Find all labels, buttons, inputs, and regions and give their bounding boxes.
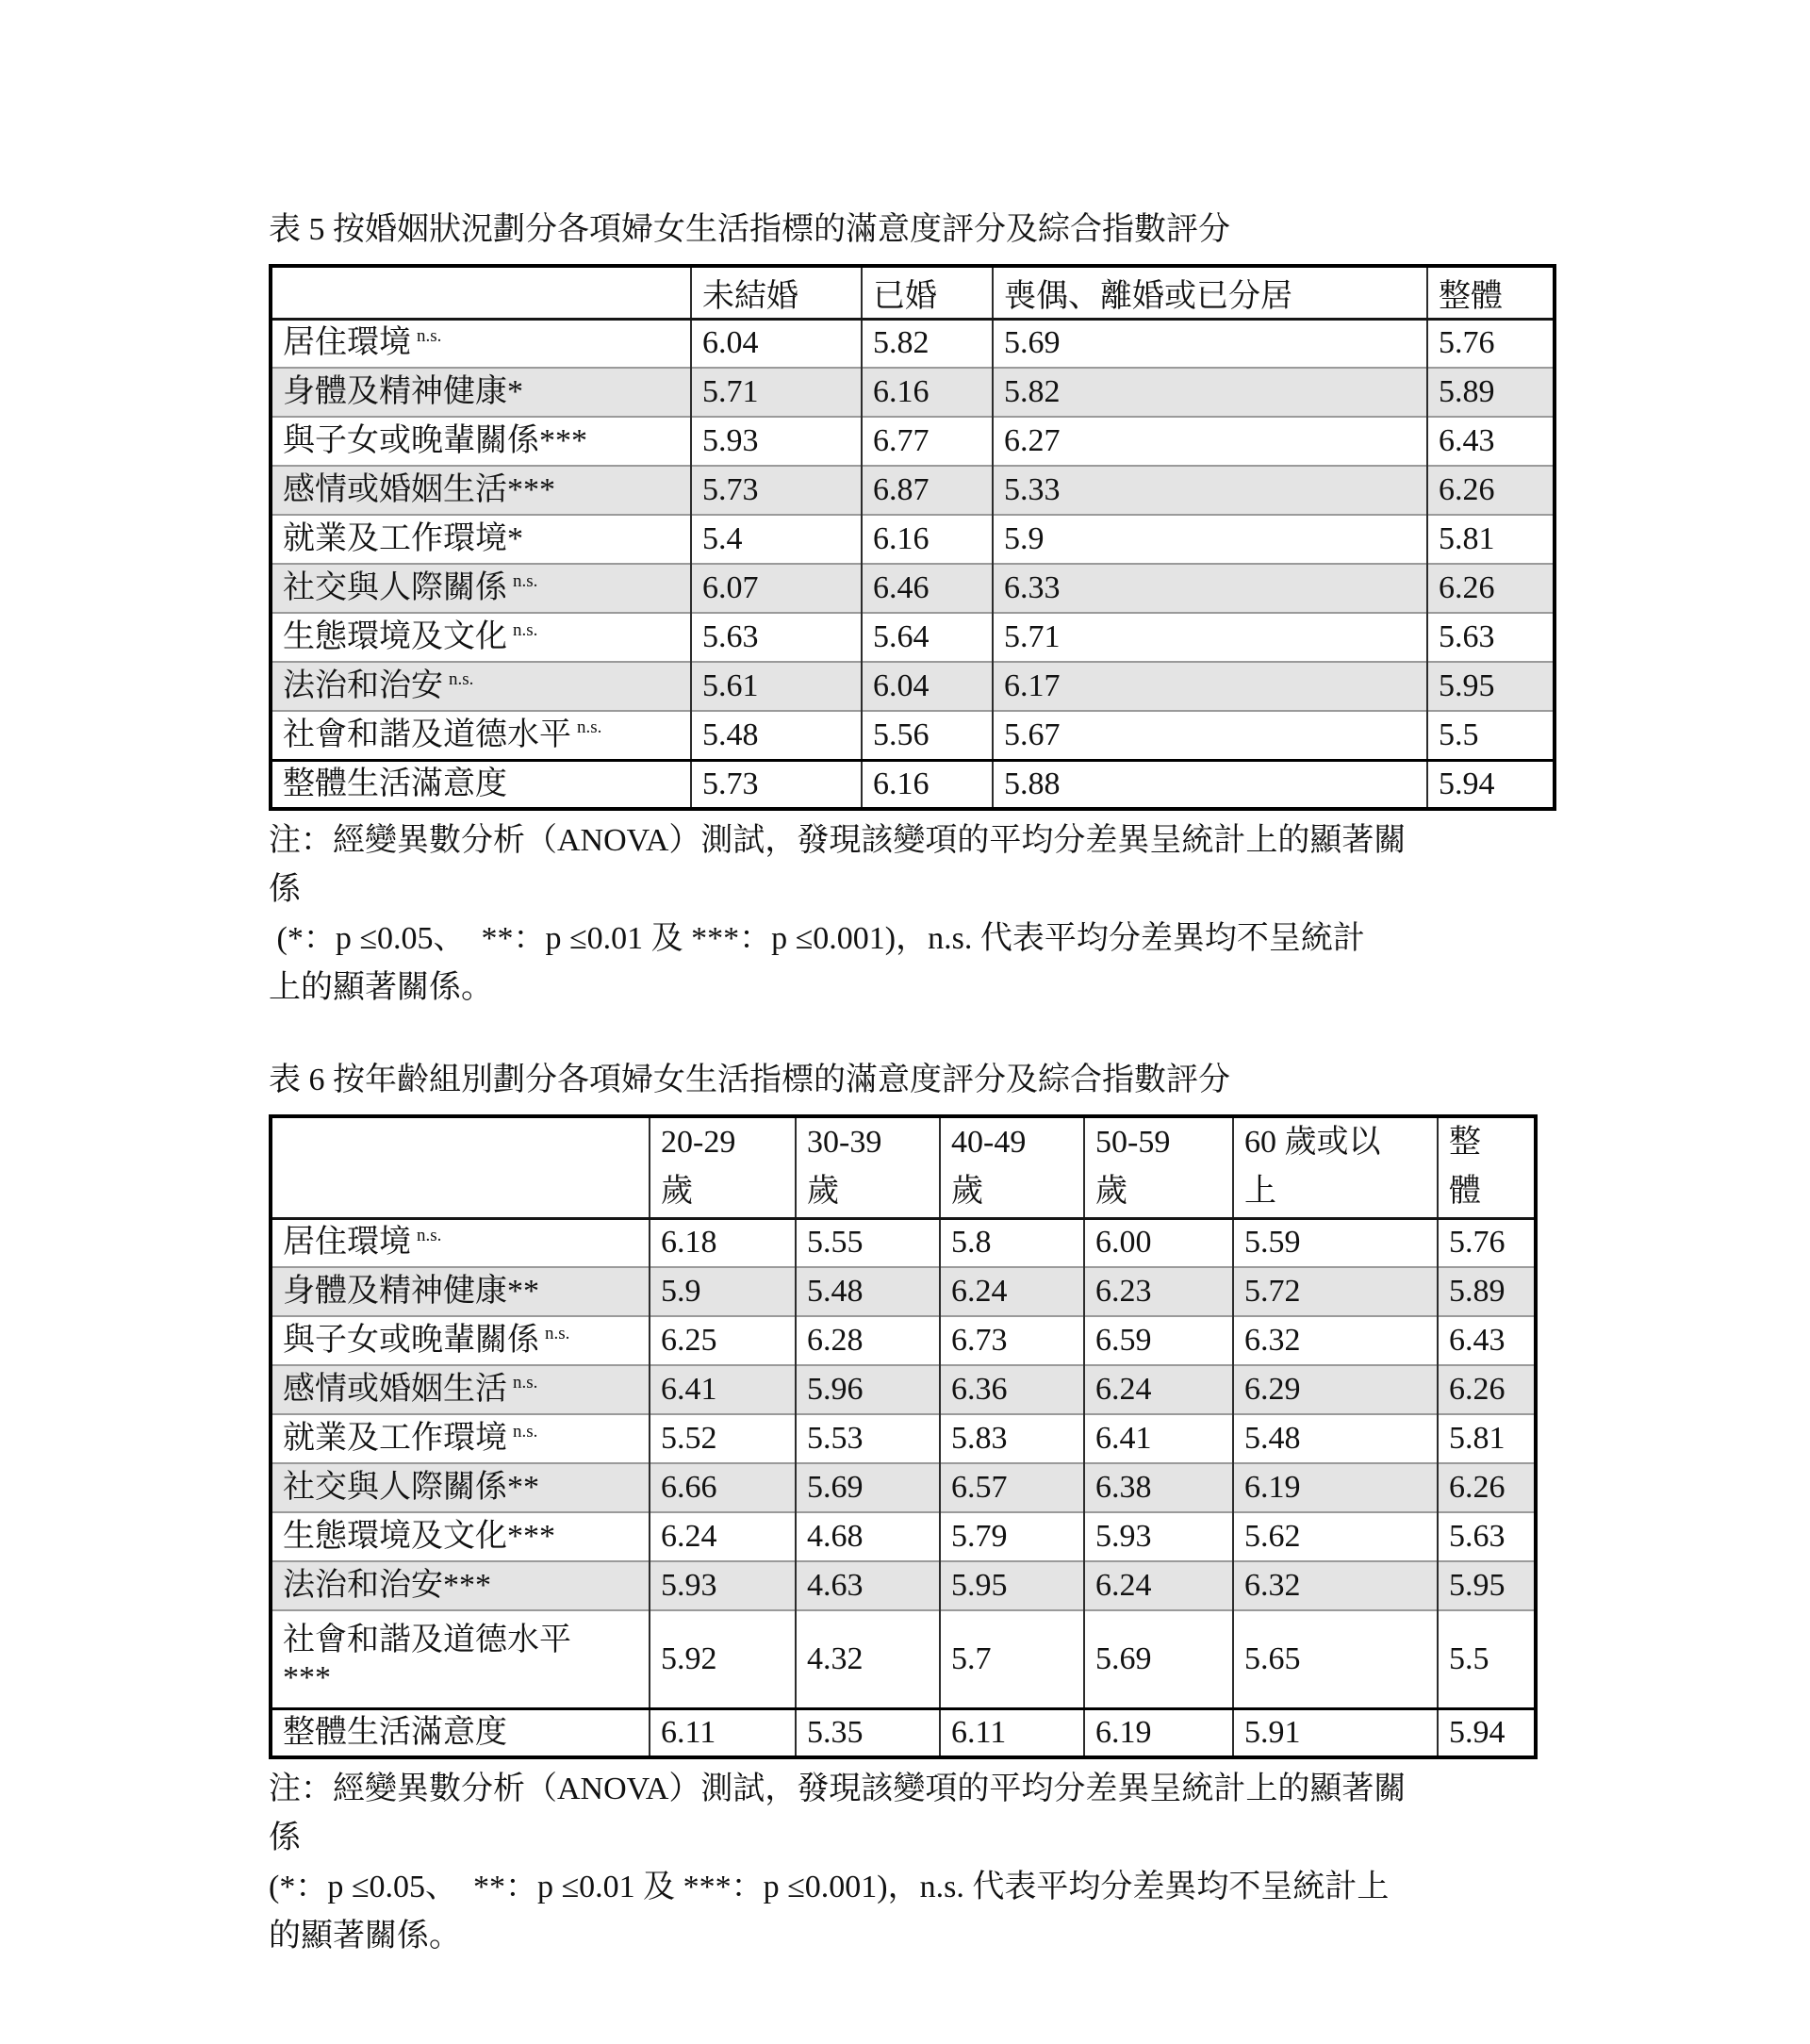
row-label: 社會和諧及道德水平 bbox=[283, 717, 571, 752]
row-label: 感情或婚姻生活*** bbox=[283, 471, 555, 507]
score-cell: 6.24 bbox=[1084, 1365, 1233, 1414]
score-cell: 5.95 bbox=[1438, 1561, 1536, 1610]
row-label-cell bbox=[271, 1218, 650, 1267]
table-row bbox=[271, 1610, 1536, 1708]
score-cell: 6.26 bbox=[1438, 1463, 1536, 1512]
score-cell: 5.64 bbox=[862, 613, 993, 662]
score-cell: 6.57 bbox=[940, 1463, 1084, 1512]
row-label-cell bbox=[271, 515, 691, 564]
score-cell: 5.91 bbox=[1233, 1708, 1438, 1757]
score-cell: 5.73 bbox=[691, 466, 862, 515]
row-label-cell bbox=[271, 466, 691, 515]
score-cell: 6.25 bbox=[650, 1316, 796, 1365]
note-line: 上的顯著關係。 bbox=[269, 970, 493, 1005]
score-cell: 6.26 bbox=[1427, 564, 1555, 613]
score-cell: 5.94 bbox=[1427, 760, 1555, 809]
score-cell: 4.32 bbox=[796, 1610, 940, 1708]
row-label-cell bbox=[271, 1414, 650, 1463]
row-label: 社交與人際關係 bbox=[283, 569, 507, 605]
table-row bbox=[271, 515, 1555, 564]
score-cell: 6.32 bbox=[1233, 1561, 1438, 1610]
row-label: 整體生活滿意度 bbox=[283, 766, 507, 801]
note-line: 注：經變異數分析（ANOVA）測試，發現該變項的平均分差異呈統計上的顯著關 bbox=[269, 823, 1407, 858]
score-cell: 6.59 bbox=[1084, 1316, 1233, 1365]
row-label-cell bbox=[271, 1708, 650, 1757]
table6-header-row bbox=[271, 1116, 1536, 1218]
table-row bbox=[271, 711, 1555, 760]
note-line: 的顯著關係。 bbox=[269, 1919, 461, 1953]
row-label: 感情或婚姻生活 bbox=[283, 1371, 507, 1407]
note-line: 係 bbox=[269, 1821, 301, 1855]
score-cell: 6.77 bbox=[862, 417, 993, 466]
row-label: 法治和治安 bbox=[283, 668, 443, 703]
row-label: 與子女或晚輩關係 bbox=[283, 1322, 539, 1358]
score-cell: 5.35 bbox=[796, 1708, 940, 1757]
significance-superscript: n.s. bbox=[513, 1421, 538, 1442]
significance-superscript: n.s. bbox=[577, 717, 602, 738]
table5-header bbox=[271, 266, 1555, 319]
table-row bbox=[271, 1316, 1536, 1365]
score-cell: 6.29 bbox=[1233, 1365, 1438, 1414]
row-label-cell bbox=[271, 368, 691, 417]
significance-superscript: n.s. bbox=[513, 570, 538, 591]
column-header-overall: 整體 bbox=[1427, 266, 1555, 319]
score-cell: 5.9 bbox=[993, 515, 1427, 564]
score-cell: 5.95 bbox=[1427, 662, 1555, 711]
score-cell: 5.61 bbox=[691, 662, 862, 711]
row-label: 生態環境及文化*** bbox=[283, 1518, 555, 1554]
score-cell: 6.26 bbox=[1438, 1365, 1536, 1414]
row-label: 身體及精神健康* bbox=[283, 373, 523, 409]
row-label: 居住環境 bbox=[283, 325, 411, 361]
column-header-age-60-plus: 60 歲或以 上 bbox=[1233, 1116, 1438, 1218]
score-cell: 5.82 bbox=[993, 368, 1427, 417]
row-label: 就業及工作環境* bbox=[283, 520, 523, 556]
score-cell: 5.9 bbox=[650, 1267, 796, 1316]
row-label-cell bbox=[271, 1267, 650, 1316]
score-cell: 6.38 bbox=[1084, 1463, 1233, 1512]
score-cell: 5.69 bbox=[1084, 1610, 1233, 1708]
score-cell: 6.04 bbox=[691, 319, 862, 368]
score-cell: 5.4 bbox=[691, 515, 862, 564]
score-cell: 5.63 bbox=[1427, 613, 1555, 662]
row-label: 生態環境及文化 bbox=[283, 618, 507, 654]
table5-marital-status bbox=[269, 264, 1556, 811]
significance-superscript: n.s. bbox=[545, 1323, 570, 1343]
score-cell: 5.76 bbox=[1427, 319, 1555, 368]
table6-anova-note bbox=[269, 1765, 1570, 1961]
row-label-cell bbox=[271, 564, 691, 613]
row-label: 法治和治安*** bbox=[283, 1567, 491, 1603]
score-cell: 5.89 bbox=[1427, 368, 1555, 417]
score-cell: 6.16 bbox=[862, 368, 993, 417]
score-cell: 6.24 bbox=[1084, 1561, 1233, 1610]
score-cell: 6.46 bbox=[862, 564, 993, 613]
score-cell: 5.96 bbox=[796, 1365, 940, 1414]
score-cell: 5.71 bbox=[691, 368, 862, 417]
row-label: 身體及精神健康** bbox=[283, 1273, 539, 1309]
score-cell: 5.79 bbox=[940, 1512, 1084, 1561]
table-row bbox=[271, 1267, 1536, 1316]
table-row bbox=[271, 1463, 1536, 1512]
table-row bbox=[271, 760, 1555, 809]
note-line: 係 bbox=[269, 872, 301, 907]
column-header-widowed-divorced: 喪偶、離婚或已分居 bbox=[993, 266, 1427, 319]
score-cell: 5.8 bbox=[940, 1218, 1084, 1267]
significance-superscript: n.s. bbox=[513, 1372, 538, 1393]
score-cell: 5.95 bbox=[940, 1561, 1084, 1610]
row-label: 社交與人際關係** bbox=[283, 1469, 539, 1505]
score-cell: 5.59 bbox=[1233, 1218, 1438, 1267]
column-header-age-50-59: 50-59 歲 bbox=[1084, 1116, 1233, 1218]
score-cell: 6.17 bbox=[993, 662, 1427, 711]
score-cell: 6.66 bbox=[650, 1463, 796, 1512]
score-cell: 6.00 bbox=[1084, 1218, 1233, 1267]
row-label: 就業及工作環境 bbox=[283, 1420, 507, 1456]
score-cell: 6.36 bbox=[940, 1365, 1084, 1414]
table5-title: 表 5 按婚姻狀況劃分各項婦女生活指標的滿意度評分及綜合指數評分 bbox=[269, 212, 1230, 247]
score-cell: 6.24 bbox=[650, 1512, 796, 1561]
significance-superscript: n.s. bbox=[417, 1225, 442, 1245]
table-row bbox=[271, 417, 1555, 466]
row-label-cell bbox=[271, 1365, 650, 1414]
empty-header-cell bbox=[271, 1116, 650, 1218]
row-label-cell bbox=[271, 1463, 650, 1512]
score-cell: 5.5 bbox=[1427, 711, 1555, 760]
score-cell: 6.16 bbox=[862, 760, 993, 809]
score-cell: 5.48 bbox=[691, 711, 862, 760]
score-cell: 6.33 bbox=[993, 564, 1427, 613]
table-row bbox=[271, 564, 1555, 613]
score-cell: 6.16 bbox=[862, 515, 993, 564]
significance-superscript: n.s. bbox=[513, 619, 538, 640]
row-label-cell bbox=[271, 1561, 650, 1610]
row-label-line2: *** bbox=[283, 1659, 331, 1695]
score-cell: 5.83 bbox=[940, 1414, 1084, 1463]
column-header-overall: 整 體 bbox=[1438, 1116, 1536, 1218]
score-cell: 5.52 bbox=[650, 1414, 796, 1463]
table6-age-group bbox=[269, 1114, 1538, 1759]
score-cell: 4.68 bbox=[796, 1512, 940, 1561]
score-cell: 6.27 bbox=[993, 417, 1427, 466]
table-row bbox=[271, 1365, 1536, 1414]
table-row bbox=[271, 662, 1555, 711]
row-label: 與子女或晚輩關係*** bbox=[283, 422, 587, 458]
row-label: 整體生活滿意度 bbox=[283, 1714, 507, 1750]
note-line: (*：p ≤0.05、 **：p ≤0.01 及 ***：p ≤0.001)，n.s. 代表平均分差異均不呈統計上 bbox=[269, 1870, 1390, 1904]
row-label-cell bbox=[271, 417, 691, 466]
score-cell: 5.53 bbox=[796, 1414, 940, 1463]
row-label-cell bbox=[271, 711, 691, 760]
table5-body bbox=[271, 319, 1555, 809]
score-cell: 5.48 bbox=[796, 1267, 940, 1316]
row-label-cell bbox=[271, 662, 691, 711]
score-cell: 5.5 bbox=[1438, 1610, 1536, 1708]
score-cell: 5.76 bbox=[1438, 1218, 1536, 1267]
table-row bbox=[271, 613, 1555, 662]
score-cell: 5.33 bbox=[993, 466, 1427, 515]
note-line: 注：經變異數分析（ANOVA）測試，發現該變項的平均分差異呈統計上的顯著關 bbox=[269, 1772, 1407, 1806]
table6-title: 表 6 按年齡組別劃分各項婦女生活指標的滿意度評分及綜合指數評分 bbox=[269, 1063, 1230, 1097]
score-cell: 5.81 bbox=[1427, 515, 1555, 564]
row-label-cell bbox=[271, 319, 691, 368]
table-row bbox=[271, 368, 1555, 417]
score-cell: 6.73 bbox=[940, 1316, 1084, 1365]
score-cell: 6.32 bbox=[1233, 1316, 1438, 1365]
column-header-age-40-49: 40-49 歲 bbox=[940, 1116, 1084, 1218]
table6-header bbox=[271, 1116, 1536, 1218]
score-cell: 6.19 bbox=[1233, 1463, 1438, 1512]
score-cell: 5.89 bbox=[1438, 1267, 1536, 1316]
score-cell: 6.11 bbox=[650, 1708, 796, 1757]
empty-header-cell bbox=[271, 266, 691, 319]
score-cell: 5.63 bbox=[691, 613, 862, 662]
column-header-unmarried: 未結婚 bbox=[691, 266, 862, 319]
score-cell: 5.67 bbox=[993, 711, 1427, 760]
score-cell: 5.81 bbox=[1438, 1414, 1536, 1463]
score-cell: 6.23 bbox=[1084, 1267, 1233, 1316]
score-cell: 5.63 bbox=[1438, 1512, 1536, 1561]
score-cell: 6.26 bbox=[1427, 466, 1555, 515]
row-label-cell bbox=[271, 760, 691, 809]
score-cell: 5.55 bbox=[796, 1218, 940, 1267]
score-cell: 6.41 bbox=[650, 1365, 796, 1414]
score-cell: 5.93 bbox=[691, 417, 862, 466]
table5-anova-note bbox=[269, 816, 1570, 1013]
column-header-age-30-39: 30-39 歲 bbox=[796, 1116, 940, 1218]
row-label: 社會和諧及道德水平 bbox=[283, 1622, 571, 1657]
score-cell: 6.43 bbox=[1427, 417, 1555, 466]
score-cell: 6.43 bbox=[1438, 1316, 1536, 1365]
score-cell: 5.72 bbox=[1233, 1267, 1438, 1316]
score-cell: 4.63 bbox=[796, 1561, 940, 1610]
score-cell: 5.88 bbox=[993, 760, 1427, 809]
row-label-cell bbox=[271, 1512, 650, 1561]
score-cell: 6.28 bbox=[796, 1316, 940, 1365]
score-cell: 5.92 bbox=[650, 1610, 796, 1708]
score-cell: 6.19 bbox=[1084, 1708, 1233, 1757]
score-cell: 6.04 bbox=[862, 662, 993, 711]
score-cell: 5.93 bbox=[1084, 1512, 1233, 1561]
score-cell: 5.73 bbox=[691, 760, 862, 809]
significance-superscript: n.s. bbox=[417, 325, 442, 346]
score-cell: 6.41 bbox=[1084, 1414, 1233, 1463]
score-cell: 5.62 bbox=[1233, 1512, 1438, 1561]
score-cell: 5.69 bbox=[796, 1463, 940, 1512]
table6-body bbox=[271, 1218, 1536, 1757]
document-content bbox=[269, 209, 1570, 1961]
score-cell: 5.71 bbox=[993, 613, 1427, 662]
score-cell: 5.48 bbox=[1233, 1414, 1438, 1463]
table-row bbox=[271, 1218, 1536, 1267]
score-cell: 6.87 bbox=[862, 466, 993, 515]
row-label: 居住環境 bbox=[283, 1225, 411, 1261]
note-line: (*：p ≤0.05、 **：p ≤0.01 及 ***：p ≤0.001)，n.s. 代表平均分差異均不呈統計 bbox=[269, 921, 1365, 956]
score-cell: 6.18 bbox=[650, 1218, 796, 1267]
row-label-cell bbox=[271, 1316, 650, 1365]
score-cell: 5.93 bbox=[650, 1561, 796, 1610]
table-row bbox=[271, 1561, 1536, 1610]
column-header-age-20-29: 20-29 歲 bbox=[650, 1116, 796, 1218]
score-cell: 5.65 bbox=[1233, 1610, 1438, 1708]
significance-superscript: n.s. bbox=[449, 668, 474, 689]
table-row bbox=[271, 1414, 1536, 1463]
score-cell: 5.7 bbox=[940, 1610, 1084, 1708]
score-cell: 5.56 bbox=[862, 711, 993, 760]
table5-header-row bbox=[271, 266, 1555, 319]
score-cell: 6.11 bbox=[940, 1708, 1084, 1757]
row-label-cell bbox=[271, 613, 691, 662]
table-row bbox=[271, 319, 1555, 368]
table-row bbox=[271, 1708, 1536, 1757]
score-cell: 5.94 bbox=[1438, 1708, 1536, 1757]
score-cell: 5.69 bbox=[993, 319, 1427, 368]
column-header-married: 已婚 bbox=[862, 266, 993, 319]
score-cell: 6.24 bbox=[940, 1267, 1084, 1316]
table-row bbox=[271, 466, 1555, 515]
score-cell: 6.07 bbox=[691, 564, 862, 613]
table-row bbox=[271, 1512, 1536, 1561]
row-label-cell bbox=[271, 1610, 650, 1708]
score-cell: 5.82 bbox=[862, 319, 993, 368]
